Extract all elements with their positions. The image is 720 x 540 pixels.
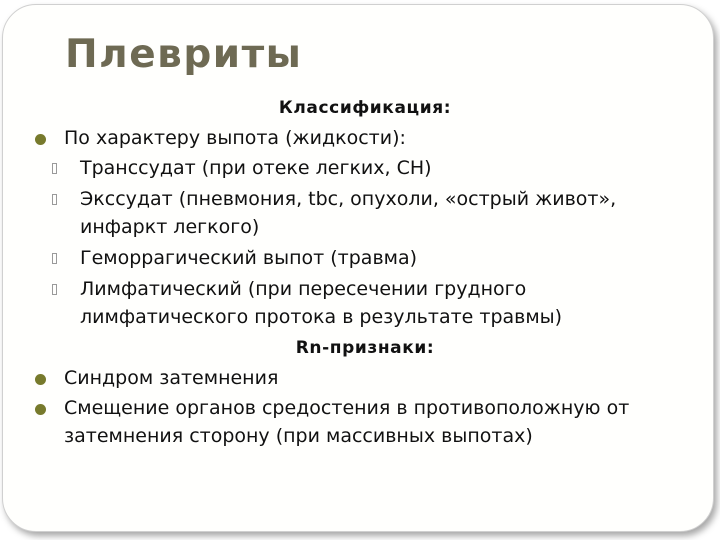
- slide-title: Плевриты: [65, 32, 303, 77]
- sub-list-item-text: Экссудат (пневмония, tbc, опухоли, «острый живот», инфаркт легкого): [80, 188, 617, 238]
- sub-list-item: [53, 275, 695, 331]
- bullet-dot-icon: [35, 134, 46, 145]
- bullet-box-icon: [52, 194, 57, 205]
- list-item: [35, 394, 695, 450]
- bullet-box-icon: [52, 163, 57, 174]
- classification-heading: Классификация:: [278, 98, 452, 118]
- bullet-box-icon: [52, 253, 57, 264]
- sub-list-item: [53, 185, 695, 241]
- list-item-text: По характеру выпота (жидкости):: [64, 127, 406, 149]
- list-item-text: Синдром затемнения: [64, 367, 279, 389]
- list-item-text: Смещение органов средостения в противоположную от затемнения сторону (при массивных выпотах): [64, 397, 630, 447]
- list-item: [35, 124, 695, 152]
- sub-list-item-text: Геморрагический выпот (травма): [80, 247, 418, 269]
- slide-content: [35, 95, 695, 452]
- bullet-dot-icon: [35, 374, 46, 385]
- list-item: [35, 364, 695, 392]
- sub-list-item-text: Лимфатический (при пересечении грудного лимфатического протока в результате травмы): [80, 278, 563, 328]
- bullet-dot-icon: [35, 404, 46, 415]
- sub-list-item: [53, 154, 695, 182]
- rn-heading: Rn-признаки:: [295, 338, 435, 358]
- bullet-box-icon: [52, 284, 57, 295]
- sub-list-item: [53, 244, 695, 272]
- sub-list-item-text: Транссудат (при отеке легких, СН): [80, 157, 432, 179]
- slide-frame: [2, 4, 714, 532]
